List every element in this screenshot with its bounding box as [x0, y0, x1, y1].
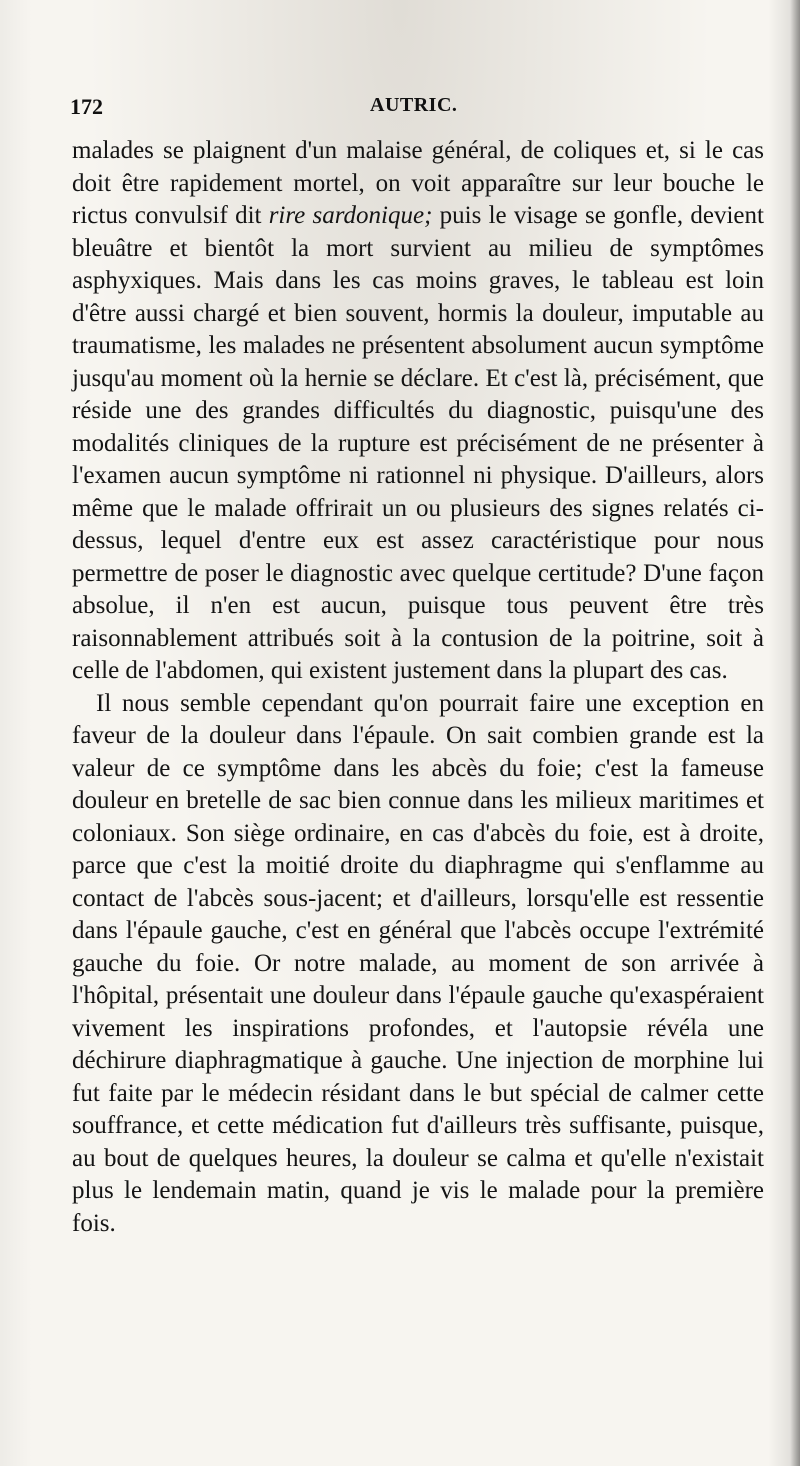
paragraph-1: [72, 135, 764, 688]
running-head: AUTRIC.: [370, 94, 458, 116]
paragraph-1-emphasis: rire sardonique;: [268, 202, 433, 229]
paragraph-1-text-after: puis le visage se gonfle, devient bleuâtre et bientôt la mort survient au milieu de symptômes asphyxiques. Mais dans les cas moins graves, le tableau est loin d'être aussi chargé et bien souvent, hormis la douleur, imputable au traumatisme, les malades ne présentent absolument aucun symptôme jusqu'au moment où la hernie se déclare. Et c'est là, précisément, que réside une des grandes difficultés du diagnostic, puisqu'une des modalités cliniques de la rupture est précisément de ne présenter à l'examen aucun symptôme ni rationnel ni physique. D'ailleurs, alors même que le malade offrirait un ou plusieurs des signes relatés ci-dessus, lequel d'entre eux est assez caractéristique pour nous permettre de poser le diagnostic avec quelque certitude? D'une façon absolue, il n'en est aucun, puisque tous peuvent être très raisonnablement attribués soit à la contusion de la poitrine, soit à celle de l'abdomen, qui existent justement dans la plupart des cas.: [72, 202, 764, 684]
page-edge-shadow: [790, 0, 800, 1466]
paragraph-2: Il nous semble cependant qu'on pourrait faire une exception en faveur de la douleur dans l'épaule. On sait combien grande est la valeur de ce symptôme dans les abcès du foie; c'est la fameuse douleur en bretelle de sac bien connue dans les milieux maritimes et coloniaux. Son siège ordinaire, en cas d'abcès du foie, est à droite, parce que c'est la moitié droite du diaphragme qui s'enflamme au contact de l'abcès sous-jacent; et d'ailleurs, lorsqu'elle est ressentie dans l'épaule gauche, c'est en général que l'abcès occupe l'extrémité gauche du foie. Or notre malade, au moment de son arrivée à l'hôpital, présentait une douleur dans l'épaule gauche qu'exaspéraient vivement les inspirations profondes, et l'autopsie révéla une déchirure diaphragmatique à gauche. Une injection de morphine lui fut faite par le médecin résidant dans le but spécial de calmer cette souffrance, et cette médication fut d'ailleurs très suffisante, puisque, au bout de quelques heures, la douleur se calma et qu'elle n'existait plus le lendemain matin, quand je vis le malade pour la première fois.: [72, 689, 764, 1237]
paragraph-1-text-before: malades se plaignent d'un malaise général, de coliques et, si le cas doit être rapidement mortel, on voit apparaître sur leur bouche le rictus convulsif dit: [72, 137, 764, 229]
body-text: [72, 135, 764, 1240]
page-header: [70, 94, 764, 134]
page-number: 172: [70, 94, 103, 119]
